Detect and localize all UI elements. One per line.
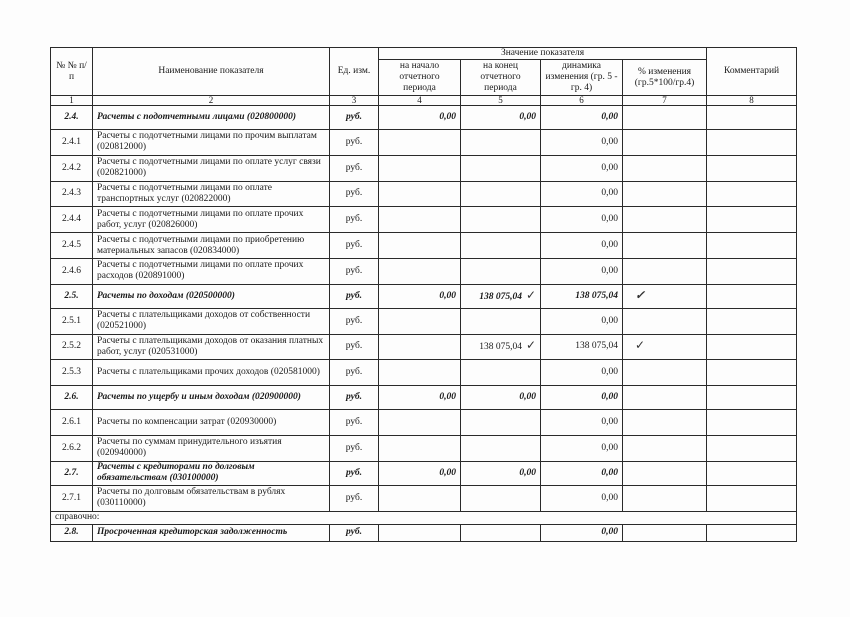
row-dynamic-value: 0,00 xyxy=(541,155,623,181)
row-number: 2.5.3 xyxy=(51,360,93,386)
row-percent-value xyxy=(623,386,707,410)
row-name: Расчеты по долговым обязательствам в рублях (030110000) xyxy=(93,485,330,511)
row-percent-value xyxy=(623,485,707,511)
table-row xyxy=(51,284,797,308)
row-end-value xyxy=(461,181,541,207)
table-row xyxy=(51,410,797,436)
row-start-value: 0,00 xyxy=(379,106,461,130)
check-mark-icon: ✓ xyxy=(635,338,646,353)
row-start-value: 0,00 xyxy=(379,284,461,308)
column-number: 4 xyxy=(379,96,461,106)
row-comment xyxy=(707,181,797,207)
row-end-value xyxy=(461,461,541,485)
header-number: № № п/п xyxy=(51,48,93,96)
row-unit: руб. xyxy=(330,435,379,461)
row-unit: руб. xyxy=(330,233,379,259)
row-dynamic-value: 0,00 xyxy=(541,130,623,156)
row-start-value xyxy=(379,258,461,284)
row-number: 2.4. xyxy=(51,106,93,130)
row-unit: руб. xyxy=(330,410,379,436)
row-unit: руб. xyxy=(330,485,379,511)
row-end-value xyxy=(461,360,541,386)
row-comment xyxy=(707,130,797,156)
row-number: 2.6.1 xyxy=(51,410,93,436)
row-unit: руб. xyxy=(330,258,379,284)
row-unit: руб. xyxy=(330,308,379,334)
row-unit: руб. xyxy=(330,130,379,156)
row-percent-value xyxy=(623,308,707,334)
column-number: 7 xyxy=(623,96,707,106)
row-unit: руб. xyxy=(330,524,379,541)
row-number: 2.5.2 xyxy=(51,334,93,360)
row-start-value xyxy=(379,207,461,233)
table-row xyxy=(51,334,797,360)
header-percent: % изменения (гр.5*100/гр.4) xyxy=(623,60,707,96)
header-end: на конец отчетного периода xyxy=(461,60,541,96)
row-name: Расчеты по компенсации затрат (020930000) xyxy=(93,410,330,436)
table-row xyxy=(51,485,797,511)
row-name: Расчеты с подотчетными лицами по оплате прочих расходов (020891000) xyxy=(93,258,330,284)
row-comment xyxy=(707,155,797,181)
row-name: Расчеты с плательщиками прочих доходов (020581000) xyxy=(93,360,330,386)
row-end-value xyxy=(461,435,541,461)
row-comment xyxy=(707,308,797,334)
row-end-value xyxy=(461,524,541,541)
table-row xyxy=(51,155,797,181)
row-dynamic-value: 0,00 xyxy=(541,410,623,436)
row-start-value xyxy=(379,155,461,181)
row-percent-value xyxy=(623,130,707,156)
row-number: 2.4.5 xyxy=(51,233,93,259)
row-comment xyxy=(707,207,797,233)
row-unit: руб. xyxy=(330,360,379,386)
row-percent-value xyxy=(623,181,707,207)
row-comment xyxy=(707,386,797,410)
table-row xyxy=(51,386,797,410)
column-number: 5 xyxy=(461,96,541,106)
row-start-value xyxy=(379,233,461,259)
row-unit: руб. xyxy=(330,106,379,130)
row-dynamic-value: 0,00 xyxy=(541,386,623,410)
table-row xyxy=(51,207,797,233)
row-dynamic-value: 0,00 xyxy=(541,524,623,541)
row-start-value xyxy=(379,181,461,207)
row-name: Расчеты с подотчетными лицами (020800000) xyxy=(93,106,330,130)
header-start: на начало отчетного периода xyxy=(379,60,461,96)
row-dynamic-value: 138 075,04 xyxy=(541,334,623,360)
table-row xyxy=(51,130,797,156)
column-number: 3 xyxy=(330,96,379,106)
row-end-value xyxy=(461,284,541,308)
row-start-value xyxy=(379,524,461,541)
table-row xyxy=(51,233,797,259)
row-dynamic-value: 0,00 xyxy=(541,207,623,233)
row-end-value xyxy=(461,258,541,284)
column-number: 6 xyxy=(541,96,623,106)
row-percent-value xyxy=(623,360,707,386)
header-value-group: Значение показателя xyxy=(379,48,707,60)
header-dynamic: динамика изменения (гр. 5 - гр. 4) xyxy=(541,60,623,96)
row-end-value xyxy=(461,386,541,410)
row-comment xyxy=(707,258,797,284)
row-dynamic-value: 0,00 xyxy=(541,435,623,461)
row-number: 2.5. xyxy=(51,284,93,308)
column-number-row xyxy=(51,96,797,106)
header-name: Наименование показателя xyxy=(93,48,330,96)
row-dynamic-value: 0,00 xyxy=(541,233,623,259)
row-name: Расчеты с подотчетными лицами по приобретению материальных запасов (020834000) xyxy=(93,233,330,259)
row-number: 2.5.1 xyxy=(51,308,93,334)
row-end-value xyxy=(461,334,541,360)
row-name: Расчеты по доходам (020500000) xyxy=(93,284,330,308)
row-comment xyxy=(707,106,797,130)
row-name: Расчеты с плательщиками доходов от собственности (020521000) xyxy=(93,308,330,334)
table-row xyxy=(51,360,797,386)
row-number: 2.6. xyxy=(51,386,93,410)
row-number: 2.8. xyxy=(51,524,93,541)
table-row xyxy=(51,461,797,485)
check-mark-icon: ✓ xyxy=(635,287,646,302)
row-dynamic-value: 138 075,04 xyxy=(541,284,623,308)
row-number: 2.4.6 xyxy=(51,258,93,284)
row-comment xyxy=(707,233,797,259)
row-start-value: 0,00 xyxy=(379,386,461,410)
row-name: Расчеты с кредиторами по долговым обязательствам (030100000) xyxy=(93,461,330,485)
end-value-text: 0,00 xyxy=(519,112,536,122)
row-start-value: 0,00 xyxy=(379,461,461,485)
row-name: Расчеты с подотчетными лицами по оплате прочих работ, услуг (020826000) xyxy=(93,207,330,233)
row-number: 2.7.1 xyxy=(51,485,93,511)
row-percent-value xyxy=(623,524,707,541)
row-number: 2.4.4 xyxy=(51,207,93,233)
column-number: 1 xyxy=(51,96,93,106)
row-name: Расчеты с подотчетными лицами по оплате транспортных услуг (020822000) xyxy=(93,181,330,207)
row-start-value xyxy=(379,485,461,511)
check-mark-icon: ✓ xyxy=(525,338,536,353)
row-start-value xyxy=(379,308,461,334)
row-unit: руб. xyxy=(330,334,379,360)
end-value-text: 138 075,04 xyxy=(479,291,522,302)
row-comment xyxy=(707,334,797,360)
row-end-value xyxy=(461,207,541,233)
row-end-value xyxy=(461,130,541,156)
column-number: 2 xyxy=(93,96,330,106)
row-name: Просроченная кредиторская задолженность xyxy=(93,524,330,541)
check-mark-icon: ✓ xyxy=(525,287,536,302)
row-end-value xyxy=(461,155,541,181)
row-end-value xyxy=(461,308,541,334)
table-row xyxy=(51,181,797,207)
row-end-value xyxy=(461,106,541,130)
row-name: Расчеты с подотчетными лицами по оплате услуг связи (020821000) xyxy=(93,155,330,181)
row-number: 2.4.3 xyxy=(51,181,93,207)
row-percent-value xyxy=(623,155,707,181)
row-comment xyxy=(707,410,797,436)
row-dynamic-value: 0,00 xyxy=(541,485,623,511)
table-body xyxy=(51,96,797,542)
row-end-value xyxy=(461,410,541,436)
row-start-value xyxy=(379,435,461,461)
row-start-value xyxy=(379,130,461,156)
table-row xyxy=(51,435,797,461)
reference-label: справочно: xyxy=(51,511,797,524)
table-row xyxy=(51,258,797,284)
row-number: 2.4.2 xyxy=(51,155,93,181)
row-start-value xyxy=(379,410,461,436)
overdue-row xyxy=(51,524,797,541)
column-number: 8 xyxy=(707,96,797,106)
end-value-text: 138 075,04 xyxy=(479,342,522,353)
row-number: 2.6.2 xyxy=(51,435,93,461)
row-unit: руб. xyxy=(330,284,379,308)
row-unit: руб. xyxy=(330,461,379,485)
row-comment xyxy=(707,485,797,511)
end-value-text: 0,00 xyxy=(519,392,536,403)
row-name: Расчеты по суммам принудительного изъятия (020940000) xyxy=(93,435,330,461)
row-comment xyxy=(707,461,797,485)
row-dynamic-value: 0,00 xyxy=(541,258,623,284)
row-percent-value xyxy=(623,233,707,259)
row-percent-value xyxy=(623,284,707,308)
row-percent-value xyxy=(623,207,707,233)
row-name: Расчеты с плательщиками доходов от оказания платных работ, услуг (020531000) xyxy=(93,334,330,360)
row-unit: руб. xyxy=(330,386,379,410)
header-unit: Ед. изм. xyxy=(330,48,379,96)
row-percent-value xyxy=(623,410,707,436)
row-start-value xyxy=(379,360,461,386)
row-percent-value xyxy=(623,334,707,360)
row-unit: руб. xyxy=(330,207,379,233)
row-comment xyxy=(707,435,797,461)
row-comment xyxy=(707,524,797,541)
table-row xyxy=(51,308,797,334)
row-percent-value xyxy=(623,461,707,485)
row-dynamic-value: 0,00 xyxy=(541,461,623,485)
row-end-value xyxy=(461,485,541,511)
row-percent-value xyxy=(623,106,707,130)
row-unit: руб. xyxy=(330,181,379,207)
row-percent-value xyxy=(623,258,707,284)
row-dynamic-value: 0,00 xyxy=(541,360,623,386)
row-number: 2.7. xyxy=(51,461,93,485)
row-start-value xyxy=(379,334,461,360)
row-comment xyxy=(707,284,797,308)
row-end-value xyxy=(461,233,541,259)
row-dynamic-value: 0,00 xyxy=(541,308,623,334)
reference-row xyxy=(51,511,797,524)
row-dynamic-value: 0,00 xyxy=(541,106,623,130)
end-value-text: 0,00 xyxy=(519,467,536,478)
row-percent-value xyxy=(623,435,707,461)
row-unit: руб. xyxy=(330,155,379,181)
row-number: 2.4.1 xyxy=(51,130,93,156)
row-comment xyxy=(707,360,797,386)
row-dynamic-value: 0,00 xyxy=(541,181,623,207)
row-name: Расчеты с подотчетными лицами по прочим выплатам (020812000) xyxy=(93,130,330,156)
table-row xyxy=(51,106,797,130)
indicator-table xyxy=(50,47,797,542)
header-comment: Комментарий xyxy=(707,48,797,96)
row-name: Расчеты по ущербу и иным доходам (020900000) xyxy=(93,386,330,410)
